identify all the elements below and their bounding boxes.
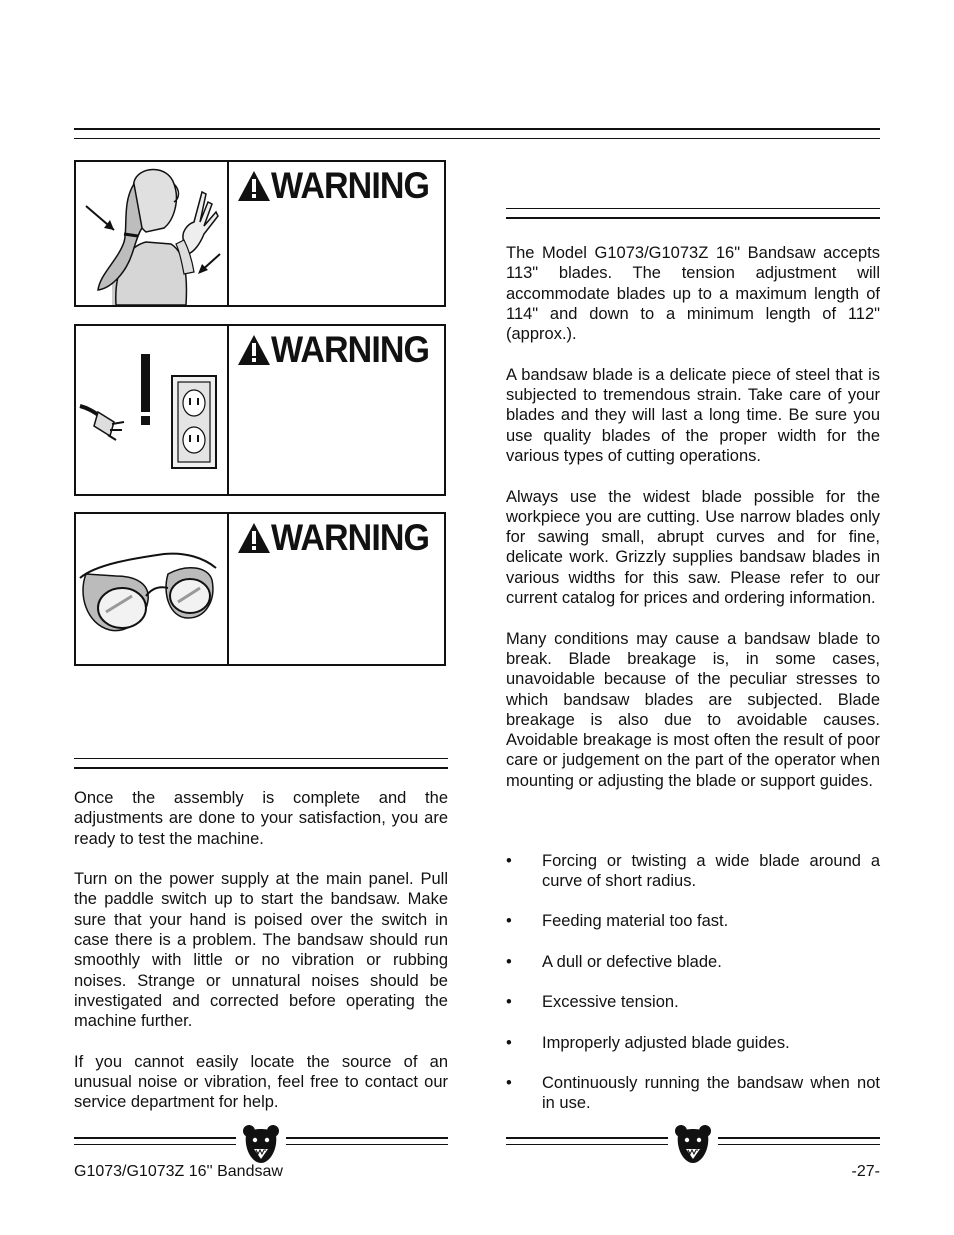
- blade-info-text: [506, 243, 880, 811]
- section-rule-left: [74, 758, 448, 769]
- warning-triangle-icon: [237, 170, 271, 202]
- bullet-mark: •: [506, 912, 512, 930]
- footer-rule-right: [506, 1137, 880, 1151]
- page-number: -27-: [851, 1163, 880, 1180]
- list-item: [506, 851, 880, 892]
- bullet-mark: •: [506, 993, 512, 1011]
- paragraph: Always use the widest blade possible for the workpiece you are cutting. Use narrow blades only for sawing small, abrupt curves and for fine, delicate work. Grizzly supplies bandsaw blades in various widths for this saw. Please refer to our current catalog for prices and ordering information.: [506, 487, 880, 608]
- list-item: [506, 1073, 880, 1114]
- warning-label: WARNING: [271, 329, 430, 370]
- warning-label: WARNING: [271, 165, 430, 206]
- grizzly-bear-icon: [242, 1123, 280, 1165]
- list-item-text: Excessive tension.: [542, 993, 679, 1011]
- plug-outlet-icon: [76, 326, 229, 494]
- warning-triangle-icon: [237, 522, 271, 554]
- bullet-mark: •: [506, 1034, 512, 1052]
- list-item: [506, 1033, 880, 1053]
- warning-header: [237, 331, 443, 368]
- paragraph: A bandsaw blade is a delicate piece of steel that is subjected to tremendous strain. Take care of your blades and they will last a long time. Be sure you use quality blades of the proper width for the various types of cutting operations.: [506, 365, 880, 465]
- warning-header: [237, 167, 443, 204]
- list-item-text: Forcing or twisting a wide blade around a curve of short radius.: [542, 852, 880, 891]
- safety-glasses-icon: [76, 514, 229, 664]
- paragraph: The Model G1073/G1073Z 16" Bandsaw accepts 113" blades. The tension adjustment will accommodate blades up to a maximum length of 114" and down to a minimum length of 112" (approx.).: [506, 244, 880, 344]
- bullet-mark: •: [506, 953, 512, 971]
- list-item-text: Feeding material too fast.: [542, 912, 729, 930]
- bullet-mark: •: [506, 852, 512, 870]
- long-hair-loose-clothing-icon: [76, 162, 229, 305]
- warning-box-electrical: [74, 324, 446, 496]
- warning-box-hair: [74, 160, 446, 307]
- list-item: [506, 992, 880, 1012]
- paragraph: Many conditions may cause a bandsaw blade to break. Blade breakage is, in some cases, unavoidable because of the peculiar stresses to which bandsaw blades are subjected. Blade breakage is also due to avoidable causes. Avoidable breakage is most often the result of poor care or judgement on the part of the operator when mounting or adjusting the blade or support guides.: [506, 629, 880, 790]
- list-item-text: A dull or defective blade.: [542, 953, 722, 971]
- top-rule: [74, 128, 880, 139]
- footer-rule-left: [74, 1137, 448, 1151]
- warning-box-eye-protection: [74, 512, 446, 666]
- grizzly-bear-icon: [674, 1123, 712, 1165]
- list-item: [506, 952, 880, 972]
- list-item: [506, 911, 880, 931]
- test-run-text: [74, 788, 448, 1133]
- paragraph: If you cannot easily locate the source of an unusual noise or vibration, feel free to contact our service department for help.: [74, 1052, 448, 1112]
- footer-model: G1073/G1073Z 16'' Bandsaw: [74, 1163, 283, 1180]
- warning-label: WARNING: [271, 517, 430, 558]
- warning-header: [237, 519, 443, 556]
- paragraph: Once the assembly is complete and the adjustments are done to your satisfaction, you are ready to test the machine.: [74, 789, 448, 848]
- list-item-text: Continuously running the bandsaw when not in use.: [542, 1074, 880, 1113]
- section-rule-right: [506, 208, 880, 219]
- list-item-text: Improperly adjusted blade guides.: [542, 1034, 790, 1052]
- bullet-mark: •: [506, 1074, 512, 1092]
- warning-triangle-icon: [237, 334, 271, 366]
- paragraph: Turn on the power supply at the main panel. Pull the paddle switch up to start the bandsaw. Make sure that your hand is poised over the switch in case there is a problem. The bandsaw should run smoothly with little or no vibration or rubbing noises. Strange or unnatural noises should be investigated and corrected before operating the machine further.: [74, 870, 448, 1031]
